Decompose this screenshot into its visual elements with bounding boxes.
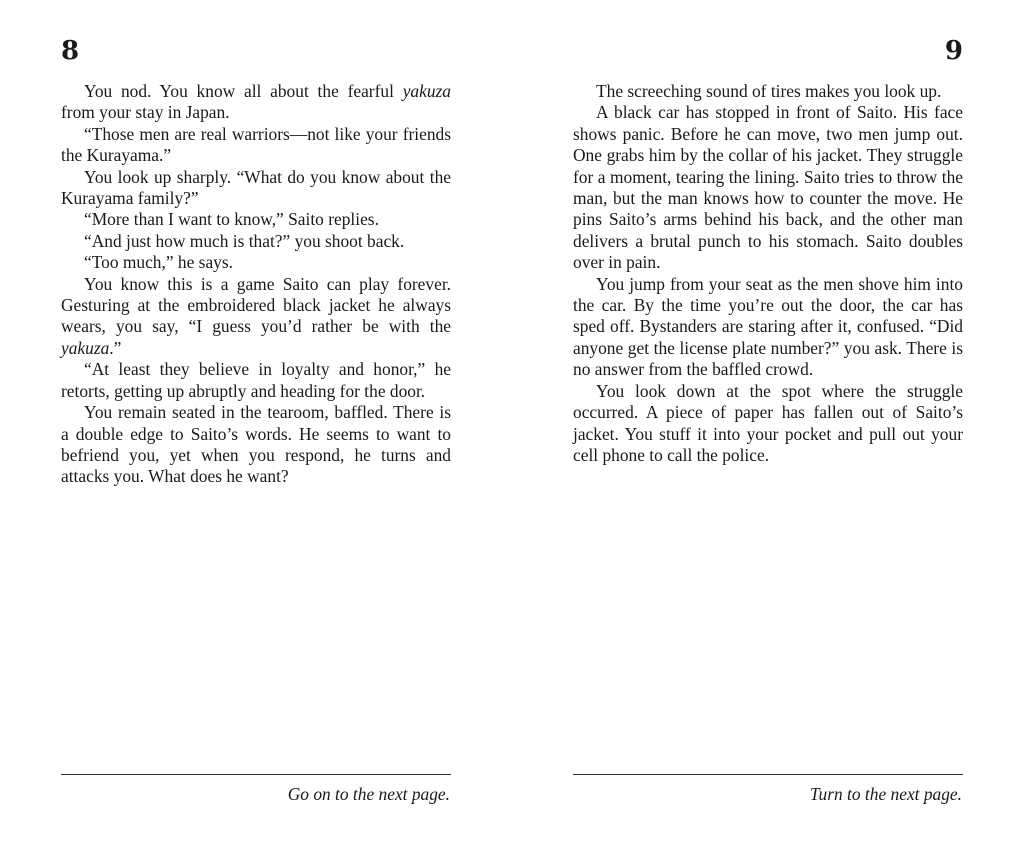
paragraph: “At least they believe in loyalty and honor,” he retorts, getting up abruptly and heading for the door. — [61, 359, 451, 401]
paragraph: “Those men are real warriors—not like your friends the Kurayama.” — [61, 123, 451, 166]
emphasized-term: yakuza — [61, 337, 110, 358]
paragraph: “More than I want to know,” Saito replies. — [84, 209, 379, 230]
paragraph: You look up sharply. “What do you know about the Kurayama family?” — [61, 166, 451, 209]
footer-instruction: Go on to the next page. — [287, 784, 450, 804]
paragraph: “Too much,” he says. — [84, 252, 233, 273]
footer-rule — [573, 774, 963, 775]
footer-instruction: Turn to the next page. — [809, 784, 962, 804]
paragraph: A black car has stopped in front of Saito. His face shows panic. Before he can move, two men jump out. One grabs him by the collar of his jacket. They struggle for a moment, tearing the lining. Saito tries to throw the man, but the man knows how to counter the move. He pins Saito’s arms behind his back, and the other man delivers a brutal punch to his stomach. Saito doubles over in pain. — [573, 102, 963, 273]
page-body-text — [61, 81, 451, 488]
paragraph: You remain seated in the tearoom, baffled. There is a double edge to Saito’s words. He seems to want to befriend you, yet when you respond, he turns and attacks you. What does he want? — [61, 402, 451, 487]
paragraph: You jump from your seat as the men shove him into the car. By the time you’re out the door, the car has sped off. Bystanders are staring after it, confused. “Did anyone get the license plate number?” you ask. There is no answer from the baffled crowd. — [573, 273, 963, 380]
page-body-text — [573, 81, 963, 466]
footer-rule — [61, 774, 451, 775]
page-number: 9 — [944, 36, 963, 66]
paragraph: You look down at the spot where the struggle occurred. A piece of paper has fallen out of Saito’s jacket. You stuff it into your pocket and pull out your cell phone to call the police. — [573, 380, 963, 465]
emphasized-term: yakuza — [402, 81, 451, 101]
paragraph: “And just how much is that?” you shoot back. — [84, 230, 405, 251]
left-page — [61, 0, 451, 841]
paragraph: You nod. You know all about the fearful yakuza from your stay in Japan. — [61, 81, 451, 123]
paragraph: The screeching sound of tires makes you look up. — [596, 81, 942, 101]
right-page — [573, 0, 963, 841]
paragraph: You know this is a game Saito can play forever. Gesturing at the embroidered black jacket he always wears, you say, “I guess you’d rather be with the yakuza.” — [61, 273, 451, 358]
page-number: 8 — [61, 36, 80, 66]
